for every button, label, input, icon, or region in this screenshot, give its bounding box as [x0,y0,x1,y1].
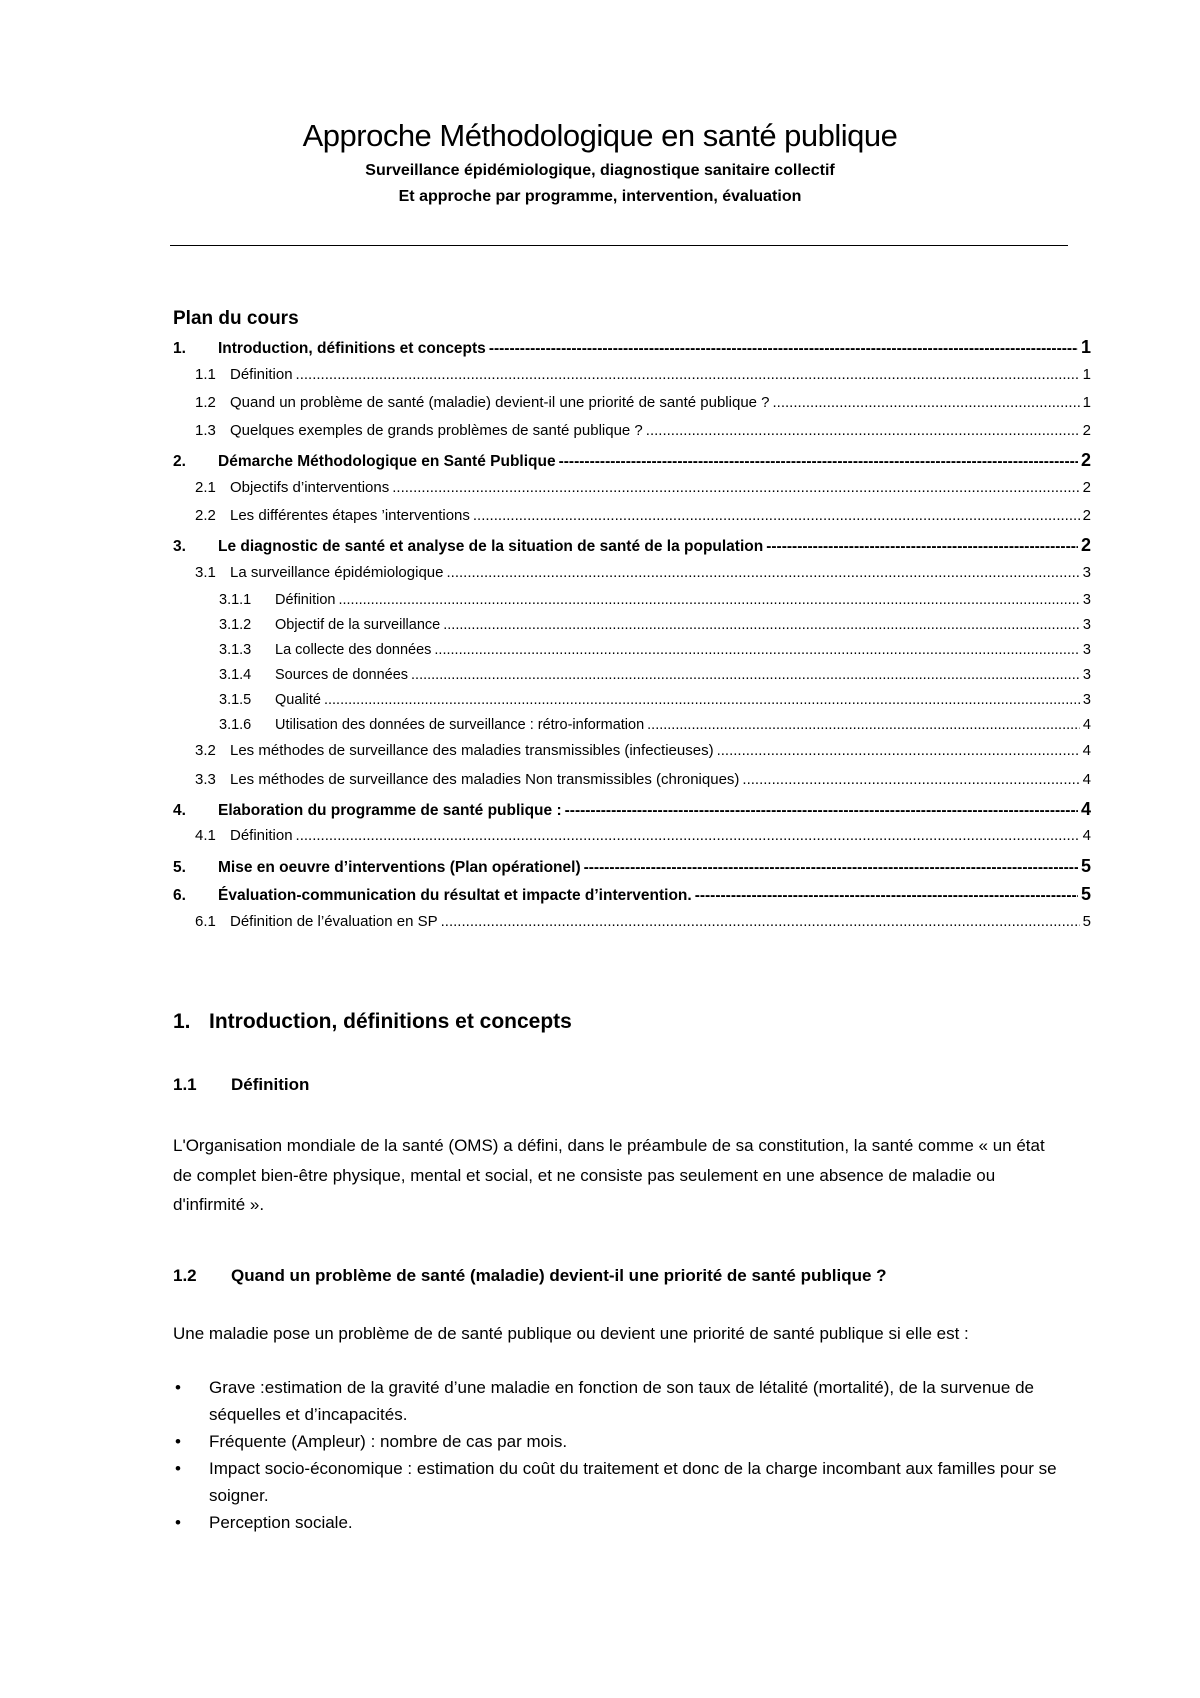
toc-entry[interactable] [173,592,1091,617]
toc-entry-title: Les méthodes de surveillance des maladies Non transmissibles (chroniques) [230,770,740,788]
section-number: 1.2 [173,1266,197,1285]
toc-entry-number: 3. [173,538,186,556]
toc-leader [559,453,1078,471]
toc-entry[interactable] [173,507,1091,535]
list-item [173,1374,1073,1428]
bullet-icon: • [175,1513,181,1532]
toc-entry-title: Le diagnostic de santé et analyse de la situation de santé de la population [218,538,764,556]
toc-entry-number: 6. [173,887,186,905]
toc-entry-number: 5. [173,858,186,876]
toc-leader [411,667,1080,683]
toc-entry-number: 2.2 [195,507,216,525]
section-number: 1. [173,1010,191,1033]
toc-leader [489,340,1078,358]
toc-entry-page: 2 [1082,507,1091,525]
toc-entry-number: 3.1 [195,563,216,581]
toc-leader [434,642,1080,658]
toc-entry-page: 3 [1082,592,1091,609]
toc-leader [565,802,1078,820]
toc-entry-title: Objectifs d’interventions [230,478,390,496]
toc-entry-number: 3.1.4 [219,667,252,684]
toc-entry[interactable] [173,337,1091,366]
toc-entry[interactable] [173,450,1091,479]
toc-entry-number: 3.1.6 [219,717,252,734]
toc-entry-page: 4 [1082,827,1091,845]
section-title: Quand un problème de santé (maladie) devient-il une priorité de santé publique ? [231,1266,887,1285]
toc-leader [443,617,1080,633]
toc-entry-page: 4 [1082,770,1091,788]
section-title: Introduction, définitions et concepts [209,1010,572,1033]
toc-entry-page: 2 [1080,535,1091,556]
section-title: Définition [231,1075,310,1094]
toc-entry-title: Démarche Méthodologique en Santé Publique [218,453,556,471]
toc-leader [742,771,1079,788]
toc-entry-number: 3.1.3 [219,642,252,659]
toc-entry[interactable] [173,422,1091,450]
toc-entry-number: 1.2 [195,393,216,411]
toc-entry-title: Sources de données [275,667,409,684]
toc-entry-page: 2 [1080,450,1091,471]
toc-entry[interactable] [173,827,1091,855]
toc-entry-title: Utilisation des données de surveillance : rétro-information [275,717,645,734]
list-item-text: Perception sociale. [209,1513,353,1532]
title-divider [170,245,1068,246]
toc-entry-number: 1. [173,340,186,357]
document-subtitle-line2: Et approche par programme, intervention, évaluation [398,188,802,205]
toc-entry-page: 5 [1080,884,1091,905]
toc-entry[interactable] [173,884,1091,913]
toc-entry-title: Les différentes étapes ’interventions [230,507,470,525]
toc-entry[interactable] [173,856,1091,885]
toc-entry-number: 2.1 [195,478,216,496]
toc-leader [296,827,1080,844]
toc-entry[interactable] [173,692,1091,717]
toc-entry-title: Quelques exemples de grands problèmes de santé publique ? [230,422,643,440]
priority-paragraph: Une maladie pose un problème de de santé publique ou devient une priorité de santé publique si elle est : [173,1324,969,1343]
toc-entry[interactable] [173,564,1091,592]
toc-entry-title: Définition [275,592,336,609]
toc-entry-page: 5 [1082,912,1091,930]
toc-entry[interactable] [173,771,1091,799]
toc-entry-title: Les méthodes de surveillance des maladies transmissibles (infectieuses) [230,742,714,760]
toc-leader [766,538,1078,556]
toc-entry-number: 1.3 [195,422,216,440]
document-subtitle-line1: Surveillance épidémiologique, diagnostique sanitaire collectif [365,162,835,179]
toc-entry[interactable] [173,667,1091,692]
toc-entry-page: 3 [1082,617,1091,634]
toc-entry-number: 4. [173,801,186,819]
toc-entry-page: 3 [1082,563,1091,581]
toc-leader [647,717,1080,733]
toc-entry-page: 4 [1082,742,1091,760]
list-item-text: Grave :estimation de la gravité d’une maladie en fonction de son taux de létalité (mortalité), de la survenue de séquelles et d’incapacités. [209,1378,1034,1424]
toc-leader [324,692,1080,708]
bullet-icon: • [175,1459,181,1478]
toc-entry[interactable] [173,366,1091,394]
list-item [173,1455,1073,1509]
section-1-heading [173,1010,572,1034]
toc-entry-title: Définition de l’évaluation en SP [230,912,438,930]
plan-heading: Plan du cours [173,308,299,329]
bullet-icon: • [175,1378,181,1397]
priority-criteria-list [173,1374,1073,1536]
toc-entry-number: 6.1 [195,912,216,930]
table-of-contents [173,337,1091,941]
toc-entry[interactable] [173,617,1091,642]
toc-leader [584,859,1078,877]
toc-entry-number: 3.1.1 [219,592,252,609]
toc-entry-page: 1 [1080,337,1091,357]
toc-entry-page: 3 [1082,642,1091,659]
toc-leader [441,913,1080,930]
toc-entry[interactable] [173,742,1091,770]
section-number: 1.1 [173,1075,197,1094]
section-1-1-heading [173,1075,309,1095]
toc-leader [695,887,1078,905]
toc-entry-page: 4 [1080,798,1091,819]
toc-entry-number: 2. [173,453,186,471]
toc-entry-number: 1.1 [195,365,216,383]
toc-entry-page: 4 [1082,717,1091,734]
toc-entry[interactable] [173,717,1091,742]
toc-entry-title: Quand un problème de santé (maladie) devient-il une priorité de santé publique ? [230,393,770,411]
toc-leader [338,592,1079,608]
toc-leader [296,366,1080,383]
toc-leader [473,507,1080,524]
bullet-icon: • [175,1432,181,1451]
toc-entry-title: Évaluation-communication du résultat et impacte d’intervention. [218,887,692,905]
toc-entry-page: 2 [1082,478,1091,496]
list-item-text: Impact socio-économique : estimation du coût du traitement et donc de la charge incombant aux familles pour se soigner. [209,1459,1057,1505]
toc-entry-number: 3.1.5 [219,692,252,709]
toc-leader [717,742,1080,759]
toc-entry-page: 1 [1082,365,1091,383]
toc-entry-title: Elaboration du programme de santé publique : [218,801,562,819]
definition-paragraph: L'Organisation mondiale de la santé (OMS) a défini, dans le préambule de sa constitution, la santé comme « un état de complet bien-être physique, mental et social, et ne consiste pas seulement en une absence de maladie ou d'infirmité ». [173,1136,1045,1214]
toc-entry-title: Définition [230,827,293,845]
toc-entry[interactable] [173,535,1091,564]
toc-leader [392,479,1079,496]
toc-entry[interactable] [173,394,1091,422]
document-title: Approche Méthodologique en santé publique [302,118,898,153]
toc-entry-title: La surveillance épidémiologique [230,563,444,581]
toc-entry-title: Mise en oeuvre d’interventions (Plan opérationel) [218,858,581,876]
toc-entry-title: La collecte des données [275,642,432,659]
toc-entry-title: Objectif de la surveillance [275,617,441,634]
toc-entry-page: 2 [1082,422,1091,440]
toc-entry-number: 3.1.2 [219,617,252,634]
list-item-text: Fréquente (Ampleur) : nombre de cas par mois. [209,1432,568,1451]
toc-entry-page: 3 [1082,692,1091,709]
section-1-2-heading [173,1266,887,1286]
toc-entry-number: 3.3 [195,770,216,788]
toc-entry[interactable] [173,479,1091,507]
toc-entry-number: 4.1 [195,827,216,845]
toc-entry[interactable] [173,642,1091,667]
toc-entry-page: 1 [1082,393,1091,411]
toc-entry-page: 3 [1082,667,1091,684]
toc-leader [773,394,1080,411]
toc-leader [646,422,1080,439]
toc-leader [446,564,1079,581]
toc-entry-title: Introduction, définitions et concepts [218,340,486,357]
toc-entry-title: Qualité [275,692,321,709]
toc-entry-number: 3.2 [195,742,216,760]
toc-entry[interactable] [173,799,1091,828]
toc-entry[interactable] [173,913,1091,941]
list-item [173,1509,1073,1536]
list-item [173,1428,1073,1455]
toc-entry-title: Définition [230,365,293,383]
toc-entry-page: 5 [1080,855,1091,876]
